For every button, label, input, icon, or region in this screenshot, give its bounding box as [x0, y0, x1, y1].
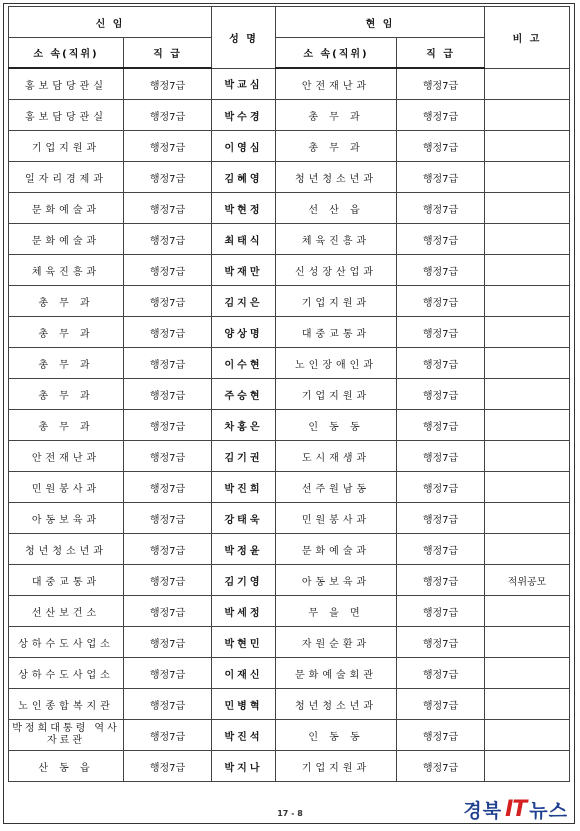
cell-to-dept-text: 총 무 과 — [308, 142, 364, 154]
cell-from-grade — [124, 410, 212, 441]
cell-from-dept-text: 총 무 과 — [38, 359, 94, 371]
header-to-dept: 소 속(직위) — [276, 38, 397, 69]
table-row — [9, 379, 570, 410]
cell-from-dept — [9, 596, 124, 627]
cell-name — [212, 131, 276, 162]
cell-to-dept — [276, 534, 397, 565]
cell-name-text: 박수경 — [224, 111, 263, 123]
header-to-grade: 직 급 — [397, 38, 485, 69]
logo-text-left: 경북 — [463, 799, 503, 822]
cell-note — [485, 720, 570, 751]
cell-name — [212, 224, 276, 255]
cell-from-dept-text: 총 무 과 — [38, 328, 94, 340]
cell-to-dept — [276, 751, 397, 782]
cell-to-dept-text: 인 동 동 — [308, 421, 364, 433]
cell-from-grade — [124, 255, 212, 286]
cell-name-text: 이영심 — [224, 142, 263, 154]
cell-note — [485, 565, 570, 596]
cell-to-grade-text: 행정7급 — [422, 266, 459, 278]
cell-to-grade — [397, 689, 485, 720]
cell-to-dept-text: 체육진흥과 — [301, 235, 371, 247]
cell-from-dept — [9, 100, 124, 131]
cell-to-grade-text: 행정7급 — [422, 731, 459, 743]
cell-to-grade — [397, 503, 485, 534]
cell-to-dept — [276, 689, 397, 720]
cell-from-grade-text: 행정7급 — [149, 297, 186, 309]
cell-from-grade-text: 행정7급 — [149, 700, 186, 712]
cell-name — [212, 348, 276, 379]
cell-to-dept — [276, 472, 397, 503]
table-row — [9, 658, 570, 689]
table-row — [9, 131, 570, 162]
cell-to-grade — [397, 317, 485, 348]
cell-to-dept-text: 선 산 읍 — [308, 204, 364, 216]
cell-from-dept-text: 민원봉사과 — [31, 483, 101, 495]
table-row — [9, 224, 570, 255]
cell-to-dept — [276, 224, 397, 255]
header-to-group: 현 임 — [276, 7, 485, 38]
cell-from-grade-text: 행정7급 — [149, 607, 186, 619]
header-from-dept: 소 속(직위) — [9, 38, 124, 69]
table-row — [9, 441, 570, 472]
cell-name — [212, 68, 276, 100]
cell-to-dept-text: 민원봉사과 — [301, 514, 371, 526]
cell-name-text: 박진석 — [224, 731, 263, 743]
cell-to-grade — [397, 100, 485, 131]
cell-from-grade — [124, 751, 212, 782]
cell-note — [485, 596, 570, 627]
table-header — [9, 7, 570, 69]
cell-to-dept — [276, 627, 397, 658]
cell-name — [212, 658, 276, 689]
cell-name-text: 주승현 — [224, 390, 263, 402]
cell-from-dept-text: 총 무 과 — [38, 297, 94, 309]
cell-from-grade-text: 행정7급 — [149, 483, 186, 495]
cell-note — [485, 348, 570, 379]
cell-name-text: 김혜영 — [224, 173, 263, 185]
cell-note — [485, 472, 570, 503]
cell-from-grade — [124, 596, 212, 627]
cell-from-dept-text: 아동보육과 — [31, 514, 101, 526]
cell-note — [485, 193, 570, 224]
cell-to-grade — [397, 658, 485, 689]
table-row — [9, 193, 570, 224]
cell-to-dept — [276, 410, 397, 441]
cell-from-grade — [124, 472, 212, 503]
cell-to-dept — [276, 441, 397, 472]
cell-to-grade-text: 행정7급 — [422, 669, 459, 681]
cell-note — [485, 689, 570, 720]
cell-to-grade-text: 행정7급 — [422, 173, 459, 185]
cell-from-dept-text: 일자리경제과 — [25, 173, 107, 185]
cell-to-dept-text: 청년청소년과 — [295, 173, 377, 185]
table-row — [9, 472, 570, 503]
cell-from-dept-text: 청년청소년과 — [25, 545, 107, 557]
cell-from-grade — [124, 627, 212, 658]
cell-from-grade — [124, 565, 212, 596]
cell-to-grade — [397, 224, 485, 255]
cell-note — [485, 410, 570, 441]
table-body — [9, 68, 570, 782]
cell-from-dept-text: 대중교통과 — [31, 576, 101, 588]
cell-to-grade — [397, 68, 485, 100]
cell-to-dept-text: 무 을 면 — [308, 607, 364, 619]
cell-to-grade — [397, 534, 485, 565]
cell-name-text: 최태식 — [224, 235, 263, 247]
cell-to-grade — [397, 162, 485, 193]
cell-from-grade-text: 행정7급 — [149, 235, 186, 247]
cell-to-grade — [397, 286, 485, 317]
cell-name — [212, 441, 276, 472]
cell-to-dept-text: 청년청소년과 — [295, 700, 377, 712]
cell-from-grade-text: 행정7급 — [149, 80, 186, 92]
cell-from-grade-text: 행정7급 — [149, 576, 186, 588]
cell-from-grade-text: 행정7급 — [149, 266, 186, 278]
cell-from-grade-text: 행정7급 — [149, 452, 186, 464]
cell-from-dept-text: 홍보담당관실 — [25, 80, 107, 92]
cell-to-dept — [276, 720, 397, 751]
publisher-logo — [463, 796, 568, 822]
page-number: 17 - 8 — [277, 809, 303, 818]
cell-from-grade-text: 행정7급 — [149, 359, 186, 371]
cell-to-grade — [397, 720, 485, 751]
table-row — [9, 286, 570, 317]
cell-from-grade — [124, 503, 212, 534]
cell-from-dept — [9, 286, 124, 317]
cell-to-dept — [276, 286, 397, 317]
cell-name-text: 양상명 — [224, 328, 263, 340]
cell-to-dept-text: 총 무 과 — [308, 111, 364, 123]
cell-note — [485, 68, 570, 100]
cell-from-grade — [124, 286, 212, 317]
cell-from-dept-text: 노인종합복지관 — [18, 700, 114, 712]
cell-name — [212, 627, 276, 658]
table-row — [9, 410, 570, 441]
cell-from-grade — [124, 100, 212, 131]
table-row — [9, 689, 570, 720]
cell-from-grade — [124, 162, 212, 193]
cell-to-grade-text: 행정7급 — [422, 576, 459, 588]
cell-name-text: 김기영 — [224, 576, 263, 588]
cell-to-grade-text: 행정7급 — [422, 762, 459, 774]
cell-from-dept — [9, 162, 124, 193]
cell-note — [485, 317, 570, 348]
cell-name-text: 박세정 — [224, 607, 263, 619]
table-row — [9, 503, 570, 534]
cell-to-dept-text: 자원순환과 — [301, 638, 371, 650]
cell-note — [485, 627, 570, 658]
cell-name — [212, 410, 276, 441]
cell-to-grade-text: 행정7급 — [422, 328, 459, 340]
cell-to-dept — [276, 348, 397, 379]
cell-from-dept-text: 문화예술과 — [31, 235, 101, 247]
table-row — [9, 317, 570, 348]
cell-from-dept — [9, 348, 124, 379]
cell-note — [485, 286, 570, 317]
cell-note — [485, 751, 570, 782]
cell-to-dept-text: 신성장산업과 — [295, 266, 377, 278]
cell-to-dept-text: 기업지원과 — [301, 390, 371, 402]
cell-name-text: 이재신 — [224, 669, 263, 681]
cell-to-grade — [397, 441, 485, 472]
table-row — [9, 348, 570, 379]
logo-text-right: 뉴스 — [529, 799, 568, 822]
cell-to-dept-text: 문화예술회관 — [295, 669, 377, 681]
cell-name — [212, 317, 276, 348]
cell-to-dept — [276, 131, 397, 162]
cell-to-grade-text: 행정7급 — [422, 514, 459, 526]
cell-name-text: 차홍은 — [224, 421, 263, 433]
cell-to-grade — [397, 379, 485, 410]
cell-name — [212, 193, 276, 224]
cell-to-dept — [276, 658, 397, 689]
table-row — [9, 162, 570, 193]
cell-to-grade — [397, 348, 485, 379]
cell-to-grade — [397, 255, 485, 286]
cell-name — [212, 286, 276, 317]
cell-from-dept — [9, 224, 124, 255]
cell-from-dept — [9, 68, 124, 100]
cell-name-text: 민병혁 — [224, 700, 263, 712]
cell-from-dept-text: 홍보담당관실 — [25, 111, 107, 123]
cell-from-dept — [9, 131, 124, 162]
cell-note — [485, 534, 570, 565]
logo-text-it: IT — [505, 796, 527, 822]
cell-from-dept — [9, 534, 124, 565]
cell-name-text: 김지은 — [224, 297, 263, 309]
cell-name-text: 박현정 — [224, 204, 263, 216]
cell-from-grade-text: 행정7급 — [149, 173, 186, 185]
cell-name — [212, 751, 276, 782]
cell-to-dept — [276, 565, 397, 596]
cell-note-text: 적위공모 — [507, 576, 547, 588]
cell-to-grade-text: 행정7급 — [422, 204, 459, 216]
cell-to-dept-text: 기업지원과 — [301, 297, 371, 309]
cell-note — [485, 131, 570, 162]
cell-to-grade — [397, 193, 485, 224]
cell-to-dept — [276, 68, 397, 100]
cell-from-grade — [124, 720, 212, 751]
cell-name — [212, 596, 276, 627]
cell-to-grade — [397, 565, 485, 596]
cell-from-grade-text: 행정7급 — [149, 669, 186, 681]
cell-to-grade — [397, 751, 485, 782]
cell-from-grade — [124, 317, 212, 348]
table-row — [9, 68, 570, 100]
cell-to-dept-text: 선주원남동 — [301, 483, 371, 495]
cell-to-grade-text: 행정7급 — [422, 235, 459, 247]
cell-to-dept-text: 대중교통과 — [301, 328, 371, 340]
cell-to-dept-text: 기업지원과 — [301, 762, 371, 774]
cell-from-grade-text: 행정7급 — [149, 390, 186, 402]
cell-from-grade — [124, 193, 212, 224]
cell-to-grade — [397, 131, 485, 162]
table-row — [9, 565, 570, 596]
cell-name — [212, 720, 276, 751]
cell-to-dept — [276, 317, 397, 348]
cell-note — [485, 441, 570, 472]
cell-to-dept — [276, 193, 397, 224]
cell-to-dept — [276, 503, 397, 534]
cell-to-dept — [276, 596, 397, 627]
cell-to-grade-text: 행정7급 — [422, 638, 459, 650]
cell-from-dept-text: 총 무 과 — [38, 421, 94, 433]
cell-to-dept-text: 노인장애인과 — [295, 359, 377, 371]
cell-note — [485, 658, 570, 689]
cell-from-dept-text: 박정희대통령 역사자료관 — [12, 723, 120, 746]
cell-to-dept-text: 도시재생과 — [301, 452, 371, 464]
cell-from-dept-text: 선산보건소 — [31, 607, 101, 619]
cell-from-grade — [124, 348, 212, 379]
cell-to-dept — [276, 255, 397, 286]
cell-from-grade-text: 행정7급 — [149, 204, 186, 216]
cell-from-grade — [124, 379, 212, 410]
cell-to-dept-text: 안전재난과 — [301, 80, 371, 92]
cell-to-grade — [397, 596, 485, 627]
cell-name — [212, 503, 276, 534]
cell-from-dept — [9, 379, 124, 410]
cell-name — [212, 255, 276, 286]
cell-from-grade — [124, 689, 212, 720]
cell-from-dept-text: 산 동 읍 — [38, 762, 94, 774]
cell-from-grade-text: 행정7급 — [149, 762, 186, 774]
cell-name — [212, 100, 276, 131]
cell-from-dept-text: 상하수도사업소 — [18, 638, 114, 650]
cell-to-dept-text: 인 동 동 — [308, 731, 364, 743]
cell-from-dept — [9, 627, 124, 658]
cell-to-grade-text: 행정7급 — [422, 421, 459, 433]
cell-from-grade-text: 행정7급 — [149, 545, 186, 557]
cell-to-grade-text: 행정7급 — [422, 390, 459, 402]
header-from-group: 신 임 — [9, 7, 212, 38]
cell-to-dept — [276, 162, 397, 193]
cell-name-text: 박재만 — [224, 266, 263, 278]
cell-from-dept — [9, 441, 124, 472]
cell-from-grade-text: 행정7급 — [149, 328, 186, 340]
cell-to-dept-text: 아동보육과 — [301, 576, 371, 588]
personnel-table — [8, 6, 570, 782]
cell-from-dept-text: 문화예술과 — [31, 204, 101, 216]
cell-from-dept-text: 안전재난과 — [31, 452, 101, 464]
cell-note — [485, 379, 570, 410]
cell-to-grade — [397, 472, 485, 503]
cell-name-text: 박교심 — [224, 80, 263, 92]
table-row — [9, 720, 570, 751]
cell-to-dept — [276, 379, 397, 410]
cell-to-grade — [397, 627, 485, 658]
table-row — [9, 534, 570, 565]
header-name: 성 명 — [212, 7, 276, 69]
cell-name-text: 박진희 — [224, 483, 263, 495]
cell-to-grade-text: 행정7급 — [422, 607, 459, 619]
cell-from-grade-text: 행정7급 — [149, 731, 186, 743]
cell-from-grade — [124, 68, 212, 100]
cell-note — [485, 100, 570, 131]
cell-from-dept — [9, 193, 124, 224]
table-row — [9, 100, 570, 131]
cell-from-dept — [9, 472, 124, 503]
cell-to-grade-text: 행정7급 — [422, 142, 459, 154]
cell-to-grade-text: 행정7급 — [422, 545, 459, 557]
cell-name — [212, 689, 276, 720]
cell-name — [212, 379, 276, 410]
cell-from-grade — [124, 534, 212, 565]
cell-to-dept-text: 문화예술과 — [301, 545, 371, 557]
cell-name-text: 김기권 — [224, 452, 263, 464]
cell-name-text: 박정윤 — [224, 545, 263, 557]
cell-from-dept-text: 상하수도사업소 — [18, 669, 114, 681]
cell-to-grade-text: 행정7급 — [422, 700, 459, 712]
table-row — [9, 751, 570, 782]
cell-note — [485, 162, 570, 193]
table-row — [9, 627, 570, 658]
cell-note — [485, 255, 570, 286]
cell-from-dept — [9, 720, 124, 751]
cell-from-grade — [124, 441, 212, 472]
cell-name-text: 이수현 — [224, 359, 263, 371]
table-row — [9, 596, 570, 627]
cell-name — [212, 472, 276, 503]
cell-note — [485, 503, 570, 534]
cell-to-dept — [276, 100, 397, 131]
cell-from-grade-text: 행정7급 — [149, 142, 186, 154]
cell-name-text: 강태욱 — [224, 514, 263, 526]
cell-from-dept-text: 총 무 과 — [38, 390, 94, 402]
cell-to-grade-text: 행정7급 — [422, 297, 459, 309]
cell-to-grade — [397, 410, 485, 441]
header-note: 비 고 — [485, 7, 570, 69]
cell-from-dept — [9, 689, 124, 720]
cell-from-dept — [9, 658, 124, 689]
cell-from-grade-text: 행정7급 — [149, 421, 186, 433]
cell-name — [212, 565, 276, 596]
header-from-grade: 직 급 — [124, 38, 212, 69]
cell-name-text: 박지나 — [224, 762, 263, 774]
cell-name — [212, 534, 276, 565]
cell-from-dept — [9, 751, 124, 782]
cell-from-dept-text: 기업지원과 — [31, 142, 101, 154]
table-row — [9, 255, 570, 286]
cell-to-grade-text: 행정7급 — [422, 359, 459, 371]
cell-from-dept — [9, 565, 124, 596]
cell-name-text: 박현민 — [224, 638, 263, 650]
cell-from-dept — [9, 410, 124, 441]
cell-from-grade-text: 행정7급 — [149, 111, 186, 123]
cell-from-dept-text: 체육진흥과 — [31, 266, 101, 278]
cell-from-dept — [9, 317, 124, 348]
cell-from-grade — [124, 131, 212, 162]
cell-name — [212, 162, 276, 193]
cell-from-dept — [9, 503, 124, 534]
cell-to-grade-text: 행정7급 — [422, 111, 459, 123]
cell-from-dept — [9, 255, 124, 286]
cell-from-grade — [124, 224, 212, 255]
cell-note — [485, 224, 570, 255]
cell-to-grade-text: 행정7급 — [422, 80, 459, 92]
cell-to-grade-text: 행정7급 — [422, 452, 459, 464]
cell-from-grade — [124, 658, 212, 689]
cell-to-grade-text: 행정7급 — [422, 483, 459, 495]
cell-from-grade-text: 행정7급 — [149, 638, 186, 650]
cell-from-grade-text: 행정7급 — [149, 514, 186, 526]
